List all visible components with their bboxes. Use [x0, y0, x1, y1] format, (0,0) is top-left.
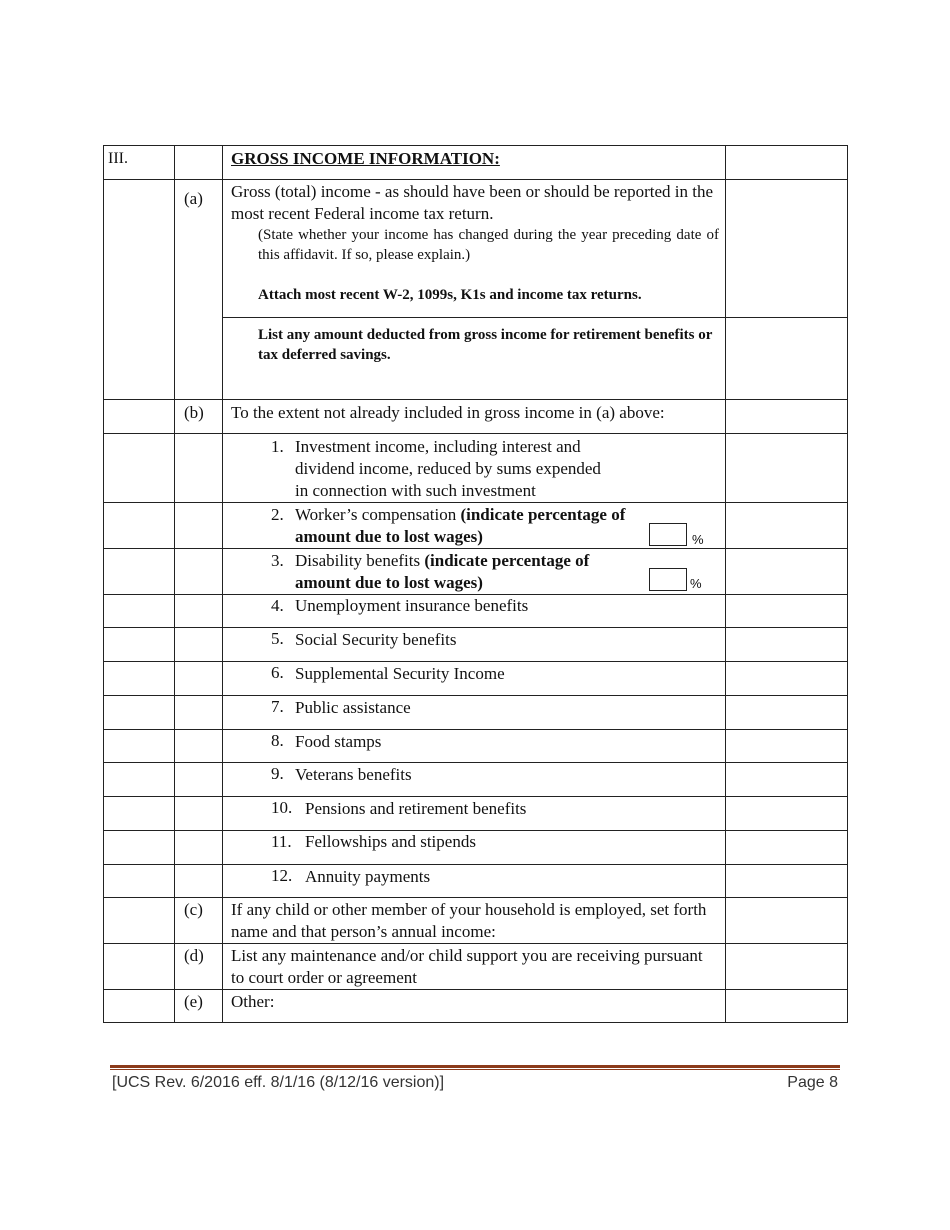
- item-number: 4.: [271, 596, 284, 615]
- item-number: 8.: [271, 731, 284, 750]
- item-label: Supplemental Security Income: [295, 664, 505, 683]
- item-label-bold-line2: amount due to lost wages): [295, 527, 483, 546]
- amount-cell-d[interactable]: [726, 944, 848, 990]
- percentage-input[interactable]: [649, 523, 687, 546]
- amount-cell-header: [726, 146, 848, 180]
- table-row: [104, 628, 848, 662]
- row-a: [104, 180, 848, 400]
- amount-cell[interactable]: [726, 831, 848, 865]
- amount-cell[interactable]: [726, 595, 848, 628]
- gross-income-text: Gross (total) income - as should have been or should be reported in the most recent Federal income tax return.: [231, 182, 714, 223]
- item-number: 5.: [271, 629, 284, 648]
- amount-cell[interactable]: [726, 662, 848, 696]
- table-row: [104, 595, 848, 628]
- item-number: 9.: [271, 764, 284, 783]
- item-label: Public assistance: [295, 698, 411, 717]
- amount-cell-b[interactable]: [726, 400, 848, 434]
- table-row: [104, 549, 848, 595]
- section-title: GROSS INCOME INFORMATION:: [231, 149, 500, 168]
- item-label: Pensions and retirement benefits: [305, 799, 527, 818]
- attach-note: Attach most recent W-2, 1099s, K1s and income tax returns.: [258, 287, 642, 303]
- amount-cell-e[interactable]: [726, 990, 848, 1023]
- amount-cell[interactable]: [726, 434, 848, 503]
- amount-cell-a[interactable]: [726, 180, 848, 400]
- letter-d: (d): [184, 946, 204, 965]
- item-label-bold: (indicate percentage of: [424, 551, 590, 570]
- gross-income-table: [103, 145, 848, 1023]
- item-label: Fellowships and stipends: [305, 832, 476, 851]
- letter-e: (e): [184, 992, 203, 1011]
- income-change-note: (State whether your income has changed during the year preceding date of this affidavit. If so, please explain.): [258, 227, 719, 263]
- item-number: 7.: [271, 697, 284, 716]
- item-label: Annuity payments: [305, 867, 431, 886]
- amount-cell[interactable]: [726, 696, 848, 730]
- percent-sign: %: [690, 576, 702, 591]
- footer-page-number: Page 8: [787, 1074, 838, 1091]
- item-number: 1.: [271, 437, 284, 456]
- item-label-line3: in connection with such investment: [295, 481, 536, 500]
- letter-b: (b): [184, 403, 204, 422]
- item-label-line2: dividend income, reduced by sums expended: [295, 459, 601, 478]
- letter-c: (c): [184, 900, 203, 919]
- b-intro-text: To the extent not already included in gross income in (a) above:: [231, 403, 665, 422]
- item-label: Worker’s compensation: [295, 505, 461, 524]
- table-row: [104, 865, 848, 898]
- footer-revision: [UCS Rev. 6/2016 eff. 8/1/16 (8/12/16 version)]: [112, 1074, 445, 1091]
- item-number: 10.: [271, 798, 293, 817]
- table-row: [104, 831, 848, 865]
- item-label-bold: (indicate percentage of: [460, 505, 626, 524]
- item-number: 6.: [271, 663, 284, 682]
- letter-a: (a): [184, 189, 203, 208]
- table-row: [104, 434, 848, 503]
- c-text: If any child or other member of your household is employed, set forth name and that person’s annual income:: [231, 900, 707, 941]
- row-d: [104, 944, 848, 990]
- table-row: [104, 503, 848, 549]
- item-label: Food stamps: [295, 732, 382, 751]
- footer-rule-thin: [110, 1069, 840, 1070]
- item-number: 2.: [271, 505, 284, 524]
- amount-cell[interactable]: [726, 730, 848, 763]
- item-label: Unemployment insurance benefits: [295, 596, 529, 615]
- item-number: 3.: [271, 551, 284, 570]
- table-row: [104, 763, 848, 797]
- amount-cell[interactable]: [726, 865, 848, 898]
- item-number: 11.: [271, 832, 292, 851]
- retirement-deduction-note: List any amount deducted from gross income for retirement benefits or tax deferred savings.: [258, 327, 713, 363]
- amount-cell[interactable]: [726, 549, 848, 595]
- amount-cell[interactable]: [726, 763, 848, 797]
- row-b: [104, 400, 848, 434]
- e-text: Other:: [231, 992, 275, 1011]
- table-row: [104, 662, 848, 696]
- footer-rule-thick: [110, 1065, 840, 1068]
- item-label: Disability benefits: [295, 551, 425, 570]
- item-label: Investment income, including interest and: [295, 437, 581, 456]
- row-e: [104, 990, 848, 1023]
- item-label-bold-line2: amount due to lost wages): [295, 573, 483, 592]
- percent-sign: %: [692, 532, 704, 547]
- section-header-row: [104, 146, 848, 180]
- amount-cell[interactable]: [726, 503, 848, 549]
- item-label: Social Security benefits: [295, 630, 457, 649]
- row-c: [104, 898, 848, 944]
- amount-cell[interactable]: [726, 628, 848, 662]
- table-row: [104, 696, 848, 730]
- table-row: [104, 730, 848, 763]
- amount-cell[interactable]: [726, 797, 848, 831]
- section-numeral: III.: [108, 150, 128, 167]
- percentage-input[interactable]: [649, 568, 687, 591]
- table-row: [104, 797, 848, 831]
- item-number: 12.: [271, 866, 293, 885]
- amount-cell-c[interactable]: [726, 898, 848, 944]
- d-text: List any maintenance and/or child support you are receiving pursuant to court order or agreement: [231, 946, 703, 987]
- item-label: Veterans benefits: [295, 765, 412, 784]
